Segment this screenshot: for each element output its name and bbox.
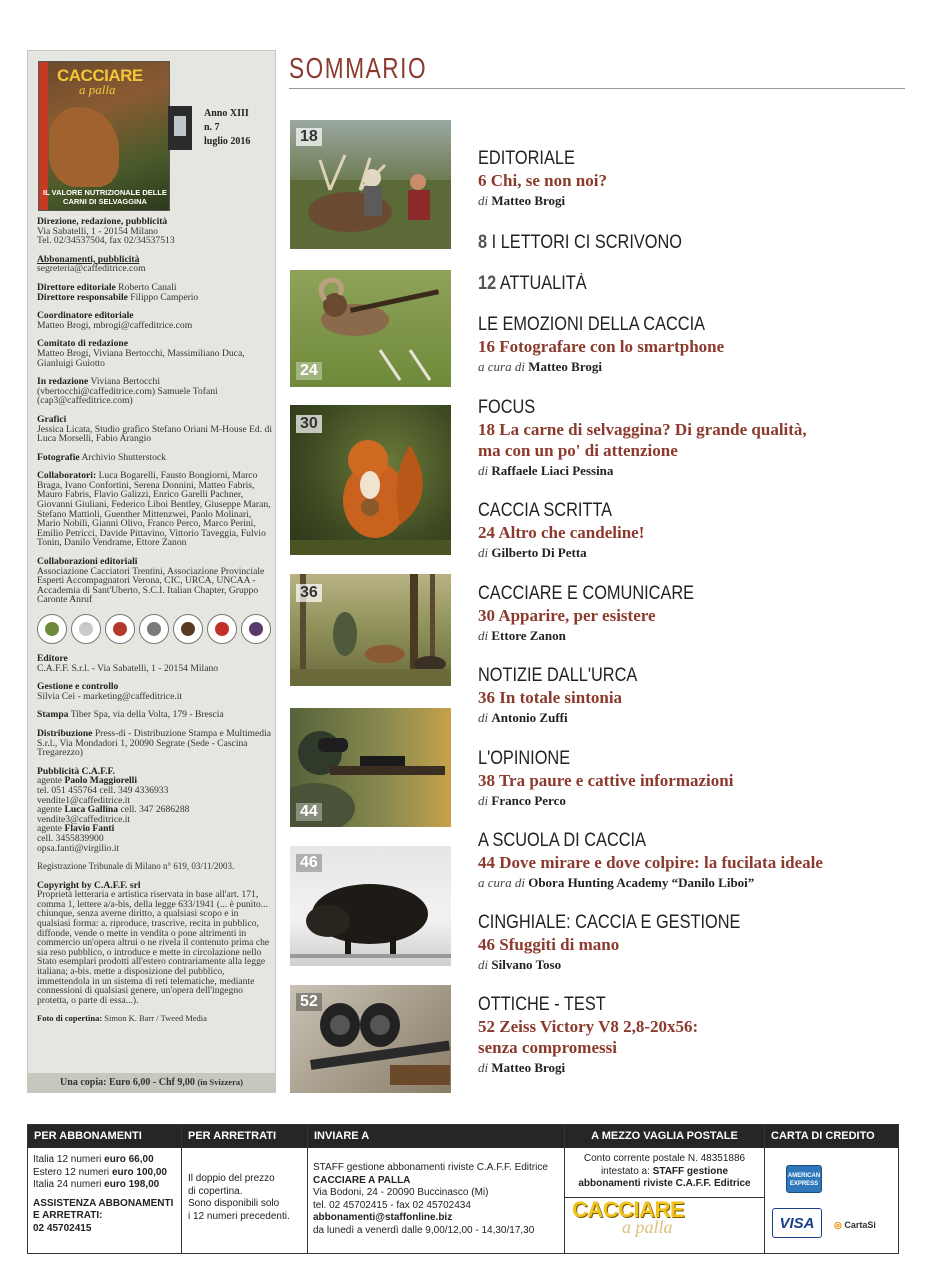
cover-caption: IL VALORE NUTRIZIONALE DELLE CARNI DI SELVAGGINA [43,188,167,206]
toc-section-comunicare [478,583,908,646]
vaglia-recipient [565,1166,764,1179]
article-photo-painting[interactable] [290,574,451,686]
photo-page-number: 46 [296,854,322,872]
toc-article-title: Zeiss Victory V8 2,8-20x56: [499,1017,699,1036]
credit-label: Stampa [37,709,69,721]
credit-fotografie [37,453,273,463]
credit-label: Fotografie [37,451,80,463]
magazine-cover-image [38,61,170,211]
credit-collab-editoriali [37,557,273,605]
cartasi-card-icon [830,1217,880,1233]
toc-page-number: 6 [478,171,487,190]
price-row [33,1167,173,1180]
header-carta: CARTA DI CREDITO [765,1125,898,1148]
vaglia-recipient-prefix: intestato a: [600,1165,650,1177]
toc-category: CACCIARE E COMUNICARE [478,583,695,604]
credit-registrazione [37,862,273,872]
credit-label: Pubblicità C.A.F.F. [37,765,115,777]
price-label: Estero 12 numeri [33,1166,110,1178]
cover-subtitle: a palla [79,82,116,97]
toc-section-attualita [478,273,908,295]
toc-byline [478,543,908,563]
credit-collaboratori [37,471,273,548]
amex-card-label: AMERICAN EXPRESS [787,1173,821,1187]
inviare-info [313,1162,548,1237]
table-divider [764,1125,765,1253]
photo-page-number: 24 [296,362,322,380]
toc-category: CINGHIALE: CACCIA E GESTIONE [478,912,741,933]
arretrati-line: di copertina. [188,1185,243,1197]
toc-page-number: 8 [478,232,488,253]
assistance-label: E ARRETRATI: [33,1210,103,1221]
price-value: euro 198,00 [104,1179,160,1190]
title-divider [289,88,905,89]
price-value: euro 100,00 [111,1166,167,1178]
toc-byline [478,791,908,811]
toc-page-number: 38 [478,771,495,790]
inviare-email-link[interactable]: abbonamenti@staffonline.biz [313,1212,453,1223]
toc-by-prefix: di [478,793,489,808]
credit-email-link[interactable]: vendite3@caffeditrice.it [37,813,131,825]
credit-label: Copyright by C.A.F.F. srl [37,879,141,891]
toc-byline [478,461,908,481]
header-inviare: INVIARE A [308,1125,564,1148]
article-photo-squirrel[interactable] [290,405,451,555]
toc-by-prefix: di [478,463,489,478]
toc-category: A SCUOLA DI CACCIA [478,830,646,851]
cover-dog-illustration [49,107,119,187]
credits-block [37,217,273,1033]
credit-email-link[interactable]: segreteria@caffeditrice.com [37,263,146,275]
credit-value: Matteo Brogi, Viviana Bertocchi, Massimiliano Duca, Gianluigi Guiotto [37,347,245,369]
toc-by-prefix: di [478,628,489,643]
association-badge-icon [105,614,135,644]
credit-value: Press-di - Distribuzione Stampa e Multimedia S.r.l., Via Mondadori 1, 20090 Segrate (Sede - Cascina Tregarezzo) [37,727,271,759]
association-badge-icon [173,614,203,644]
copy-price-note: (in Svizzera) [197,1077,243,1087]
toc-category: L'OPINIONE [478,748,571,769]
toc-page-number: 52 [478,1017,495,1036]
credit-value: Matteo Brogi, mbrogi@caffeditrice.com [37,319,193,331]
visa-card-label: VISA [779,1215,815,1232]
toc-by-prefix: di [478,193,489,208]
credit-value: Silvia Cei - marketing@caffeditrice.it [37,690,183,702]
toc-article-link[interactable] [478,852,908,873]
toc-byline [478,955,908,975]
toc-article-link[interactable] [478,1016,908,1058]
assistance-block [33,1198,173,1236]
arretrati-info [188,1173,290,1223]
toc-section-caccia-scritta [478,500,908,563]
toc-category: ATTUALITÀ [499,273,587,294]
toc-page-number: 46 [478,935,495,954]
toc-category: OTTICHE - TEST [478,994,606,1015]
cartasi-card-label: CartaSi [844,1220,876,1230]
toc-article-link[interactable] [478,934,908,955]
masthead-panel [27,50,276,1093]
inviare-line: STAFF gestione abbonamenti riviste C.A.F.F. Editrice [313,1162,548,1173]
price-row [33,1179,173,1192]
credit-value: Tel. 02/34537504, fax 02/34537513 [37,235,175,247]
vaglia-recipient-name: abbonamenti riviste C.A.F.F. Editrice [578,1178,751,1189]
toc-article-link[interactable] [478,170,908,191]
toc-section-scuola [478,830,908,893]
credit-distribuzione [37,729,273,758]
credit-value: Tiber Spa, via della Volta, 179 - Brescia [70,709,224,721]
photo-page-number: 18 [296,128,322,146]
association-badges [37,614,273,644]
toc-category-link[interactable] [478,273,848,295]
toc-article-link[interactable] [478,687,908,708]
inviare-magazine: CACCIARE A PALLA [313,1174,411,1186]
table-divider [307,1125,308,1253]
credit-agent-name: Paolo Maggiorelli [64,775,138,787]
caff-logo-mark [174,116,186,136]
toc-article-title-line2: senza compromessi [478,1038,617,1057]
page-title: SOMMARIO [289,53,428,85]
toc-page-number: 30 [478,606,495,625]
toc-section-editoriale [478,148,908,211]
credit-value: Simon K. Barr / Tweed Media [104,1013,207,1024]
logo-main-text: CACCIARE [572,1197,685,1222]
toc-byline [478,626,908,646]
credit-value: tel. 051 455764 cell. 349 4336933 [37,784,169,796]
toc-author: Obora Hunting Academy “Danilo Liboi” [528,875,755,890]
credit-label: Direzione, redazione, pubblicità [37,216,168,227]
toc-article-title: Tra paure e cattive informazioni [498,771,734,790]
toc-article-title: Apparire, per esistere [498,606,656,625]
credit-label: Abbonamenti, pubblicità [37,253,140,265]
toc-article-link[interactable] [478,770,908,791]
credit-copyright [37,881,273,1006]
photo-page-number: 30 [296,415,322,433]
vaglia-account: Conto corrente postale N. 48351886 [583,1153,746,1164]
inviare-phone: tel. 02 45702415 - fax 02 45702434 [313,1199,471,1211]
credit-editore [37,654,273,673]
photo-page-number: 36 [296,584,322,602]
toc-page-number: 12 [478,273,497,294]
toc-article-title: La carne di selvaggina? Di grande qualità, [499,420,807,439]
toc-article-title: Fotografare con lo smartphone [499,337,725,356]
header-arretrati: PER ARRETRATI [182,1125,307,1148]
header-vaglia: A MEZZO VAGLIA POSTALE [565,1125,764,1148]
credit-email-link[interactable]: vendite1@caffeditrice.it [37,794,131,806]
association-badge-icon [207,614,237,644]
photo-page-number: 44 [296,803,322,821]
toc-by-prefix: di [478,545,489,560]
abbonamenti-prices [33,1154,173,1235]
article-photo-mouflon[interactable] [290,270,451,387]
credit-value: Jessica Licata, Studio grafico Stefano Oriani M-House Ed. di Luca Morselli, Fabio Arangio [37,423,272,445]
toc-category: LE EMOZIONI DELLA CACCIA [478,314,706,335]
toc-section-lettori [478,232,908,254]
copy-price: Una copia: Euro 6,00 - Chf 9,00 [60,1077,195,1088]
amex-card-icon [786,1165,822,1193]
toc-by-prefix: di [478,1060,489,1075]
toc-section-focus [478,397,908,481]
credit-agent-name: Luca Gallina [64,804,119,816]
credit-value: Registrazione Tribunale di Milano n° 619, 03/11/2003. [37,861,235,872]
toc-page-number: 16 [478,337,495,356]
toc-page-number: 36 [478,688,495,707]
toc-article-link[interactable] [478,419,908,461]
arretrati-line: Il doppio del prezzo [188,1173,275,1184]
credit-value: agente [37,804,63,816]
toc-article-title: In totale sintonia [499,688,623,707]
credit-stampa [37,710,273,720]
price-row [33,1154,173,1167]
credit-value: cell. 347 2686288 [120,804,190,816]
article-photo-deer[interactable] [290,120,451,249]
toc-by-prefix: di [478,710,489,725]
toc-section-ottiche [478,994,908,1078]
toc-author: Franco Perco [491,793,566,808]
cartasi-mark: ◎ [834,1220,842,1230]
credit-label: In redazione [37,376,89,388]
inviare-address: Via Bodoni, 24 - 20090 Buccinasco (Mi) [313,1187,489,1198]
inviare-hours: da lunedì a venerdì dalle 9,00/12,00 - 14,30/17,30 [313,1224,535,1236]
credit-label: Grafici [37,413,67,425]
logo-sub-text: a palla [622,1217,673,1237]
article-photo-shooter[interactable] [290,708,451,827]
toc-byline [478,873,908,893]
credit-value: Via Sabatelli, 1 - 20154 Milano [37,225,158,237]
arretrati-line: Sono disponibili solo [188,1198,280,1209]
toc-article-title-line2: ma con un po' di attenzione [478,441,678,460]
toc-byline [478,708,908,728]
credit-value: agente [37,775,63,787]
toc-by-prefix: di [478,957,489,972]
credit-email-link[interactable]: opsa.fanti@virgilio.it [37,842,120,854]
credit-value: Associazione Cacciatori Trentini, Associazione Provinciale Esperti Accompagnatori Verona, CIC, URCA, UNCAA - Accademia di Sant'Uberto, S.C.I. Italian Chapter, Gruppo Caronte Anruf [37,565,265,606]
credit-gestione [37,682,273,701]
toc-byline [478,1058,908,1078]
association-badge-icon [71,614,101,644]
credit-grafici [37,415,273,444]
caff-publisher-logo [168,106,192,150]
credit-value: Roberto Canali [118,281,177,293]
copy-price-bar [28,1073,275,1092]
toc-by-prefix: a cura di [478,359,525,374]
credit-comitato [37,339,273,368]
toc-article-title: Chi, se non noi? [490,171,607,190]
credit-value: C.A.F.F. S.r.l. - Via Sabatelli, 1 - 20154 Milano [37,662,219,674]
credit-label: Distribuzione [37,727,93,739]
issue-year: Anno XIII [204,108,249,119]
toc-category-link[interactable] [478,232,848,254]
association-badge-icon [139,614,169,644]
arretrati-line: i 12 numeri precedenti. [188,1210,290,1222]
toc-category: FOCUS [478,397,536,418]
article-photo-binoculars[interactable] [290,985,451,1093]
cover-title: CACCIARE [57,66,143,85]
credit-abbonamenti [37,255,273,274]
toc-category: CACCIA SCRITTA [478,500,613,521]
header-abbonamenti: PER ABBONAMENTI [28,1125,181,1148]
toc-author: Matteo Brogi [491,1060,566,1075]
toc-category: EDITORIALE [478,148,575,169]
toc-author: Gilberto Di Petta [491,545,587,560]
credit-label: Collaboratori: [37,470,97,482]
credit-label: Editore [37,653,68,664]
toc-page-number: 44 [478,853,495,872]
vaglia-postale-info [565,1148,764,1198]
toc-article-title: Sfuggiti di mano [499,935,620,954]
toc-byline [478,191,908,211]
credit-direttori [37,283,273,302]
photo-page-number: 52 [296,993,322,1011]
credit-agent-name: Flavio Fanti [64,823,115,835]
association-badge-icon [37,614,67,644]
toc-author: Ettore Zanon [491,628,566,643]
credit-label: Coordinatore editoriale [37,310,134,322]
issue-info [204,107,250,149]
credit-label: Foto di copertina: [37,1013,103,1024]
issue-date: luglio 2016 [204,136,251,147]
cacciare-a-palla-logo [572,1197,732,1242]
toc-article-link[interactable] [478,522,908,543]
credit-coordinatore [37,311,273,330]
toc-author: Matteo Brogi [528,359,602,374]
vaglia-recipient-name: STAFF gestione [652,1165,729,1177]
assistance-label: ASSISTENZA ABBONAMENTI [33,1197,174,1209]
credit-value: Proprietà letteraria e artistica riservata in base all'art. 171, comma 1, lettere a/a-bis, della legge 633/1941 (... è punito... chiunque, senza averne diritto, a qualsiasi scopo e in qualsiasi forma: a. riproduce, trascrive, recita in pubblico, diffonde, vende o mette in vendita o pone altrimenti in commercio un'opera altrui o ne rivela il contenuto prima che sia reso pubblico, o introduce e mette in circolazione nello Stato esemplari prodotti all'estero contrariamente alla legge italiana; a-bis. mette a disposizione del pubblico, immettendola in un sistema di reti telematiche, mediante connessioni di qualsiasi genere, un'opera dell'ingegno protetta, o parte di essa...). [37,889,270,1006]
price-value: euro 66,00 [104,1154,154,1165]
credit-value: Luca Bogarelli, Fausto Bongiorni, Marco Braga, Ivano Confortini, Serena Donnini, Matteo Fabris, Mauro Fabris, Flavio Galizzi, Enrico Garelli Pachner, Giovanni Giuliani, Federico Liboi Bentley, Giuseppe Maran, Stefano Mattioli, Guenther Mittenzwei, Paolo Molinari, Mario Nobili, Gianni Olivo, Franco Perco, Marco Perini, Emilio Petricci, Davide Pittavino, Vittorio Taveggia, Fulvio Tonin, Danilo Vendrame, Ettore Zanon [37,470,271,549]
association-badge-icon [241,614,271,644]
credit-value: Filippo Camperio [130,291,199,303]
toc-article-link[interactable] [478,605,908,626]
price-label: Italia 24 numeri [33,1179,102,1190]
toc-section-emozioni [478,314,908,377]
assistance-phone[interactable]: 02 45702415 [33,1222,92,1234]
toc-author: Antonio Zuffi [491,710,568,725]
credit-label: Gestione e controllo [37,681,119,693]
credit-foto-copertina [37,1014,273,1024]
credit-label: Comitato di redazione [37,338,128,350]
credit-label: Direttore responsabile [37,291,128,303]
toc-author: Silvano Toso [491,957,562,972]
toc-author: Raffaele Liaci Pessina [491,463,614,478]
issue-number: n. 7 [204,122,220,133]
toc-page-number: 18 [478,420,495,439]
article-photo-boar[interactable] [290,846,451,966]
toc-category: NOTIZIE DALL'URCA [478,665,638,686]
toc-byline [478,357,908,377]
toc-page-number: 24 [478,523,495,542]
credit-value: agente [37,823,63,835]
toc-section-opinione [478,748,908,811]
credit-label: Collaborazioni editoriali [37,556,138,568]
credit-label: Direttore editoriale [37,281,116,293]
toc-article-title: Dove mirare e dove colpire: la fucilata ideale [499,853,823,872]
credit-value: Viviana Bertocchi (vbertocchi@caffeditrice.com) Samuele Tofani (cap3@caffeditrice.com) [37,376,218,407]
credit-value: Archivio Shutterstock [81,451,166,463]
toc-by-prefix: a cura di [478,875,525,890]
credit-direzione [37,217,273,246]
table-divider [181,1125,182,1253]
toc-author: Matteo Brogi [491,193,566,208]
toc-section-cinghiale [478,912,908,975]
visa-card-icon [772,1208,822,1238]
credit-pubblicita [37,767,273,853]
price-label: Italia 12 numeri [33,1154,102,1165]
toc-category: I LETTORI CI SCRIVONO [491,232,683,253]
subscription-info-table [27,1124,899,1254]
toc-section-urca [478,665,908,728]
toc-article-link[interactable] [478,336,908,357]
credit-value: cell. 3455839900 [37,832,104,844]
credit-in-redazione [37,377,273,406]
toc-article-title: Altro che candeline! [498,523,645,542]
